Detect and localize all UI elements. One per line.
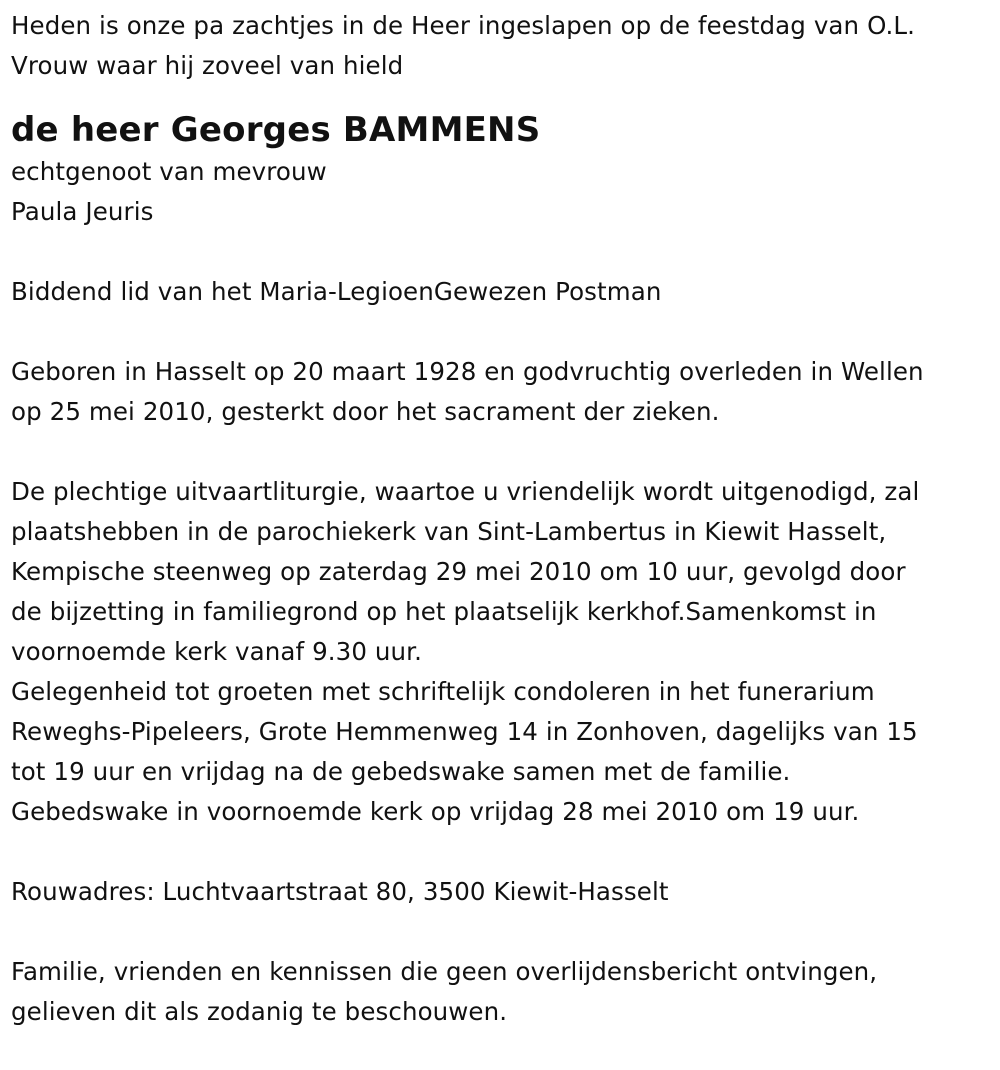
spacer (11, 912, 1000, 952)
ceremony-line: Gebedswake in voornoemde kerk op vrijdag 28 mei 2010 om 19 uur. (11, 797, 860, 826)
deceased-name: de heer Georges BAMMENS (11, 110, 541, 150)
closing-line: gelieven dit als zodanig te beschouwen. (11, 997, 508, 1026)
spacer (11, 232, 1000, 272)
spacer (11, 312, 1000, 352)
spacer (11, 832, 1000, 872)
spacer (11, 432, 1000, 472)
ceremony-line: Kempische steenweg op zaterdag 29 mei 2010 om 10 uur, gevolgd door (11, 557, 906, 586)
ceremony-line: De plechtige uitvaartliturgie, waartoe u vriendelijk wordt uitgenodigd, zal (11, 477, 920, 506)
ceremony-line: Reweghs-Pipeleers, Grote Hemmenweg 14 in Zonhoven, dagelijks van 15 (11, 717, 918, 746)
spouse-line: Paula Jeuris (11, 197, 154, 226)
ceremony-line: de bijzetting in familiegrond op het plaatselijk kerkhof.Samenkomst in (11, 597, 877, 626)
birth-death-line: op 25 mei 2010, gesterkt door het sacrament der zieken. (11, 397, 720, 426)
birth-death-line: Geboren in Hasselt op 20 maart 1928 en godvruchtig overleden in Wellen (11, 357, 924, 386)
occupation-line: Biddend lid van het Maria-LegioenGewezen Postman (11, 277, 662, 306)
spouse-line: echtgenoot van mevrouw (11, 157, 327, 186)
ceremony-line: voornoemde kerk vanaf 9.30 uur. (11, 637, 422, 666)
intro-line: Vrouw waar hij zoveel van hield (11, 51, 404, 80)
intro-line: Heden is onze pa zachtjes in de Heer ingeslapen op de feestdag van O.L. (11, 11, 915, 40)
closing-line: Familie, vrienden en kennissen die geen overlijdensbericht ontvingen, (11, 957, 878, 986)
address-line: Rouwadres: Luchtvaartstraat 80, 3500 Kiewit-Hasselt (11, 877, 669, 906)
ceremony-line: Gelegenheid tot groeten met schriftelijk condoleren in het funerarium (11, 677, 875, 706)
ceremony-line: tot 19 uur en vrijdag na de gebedswake samen met de familie. (11, 757, 791, 786)
ceremony-line: plaatshebben in de parochiekerk van Sint-Lambertus in Kiewit Hasselt, (11, 517, 887, 546)
